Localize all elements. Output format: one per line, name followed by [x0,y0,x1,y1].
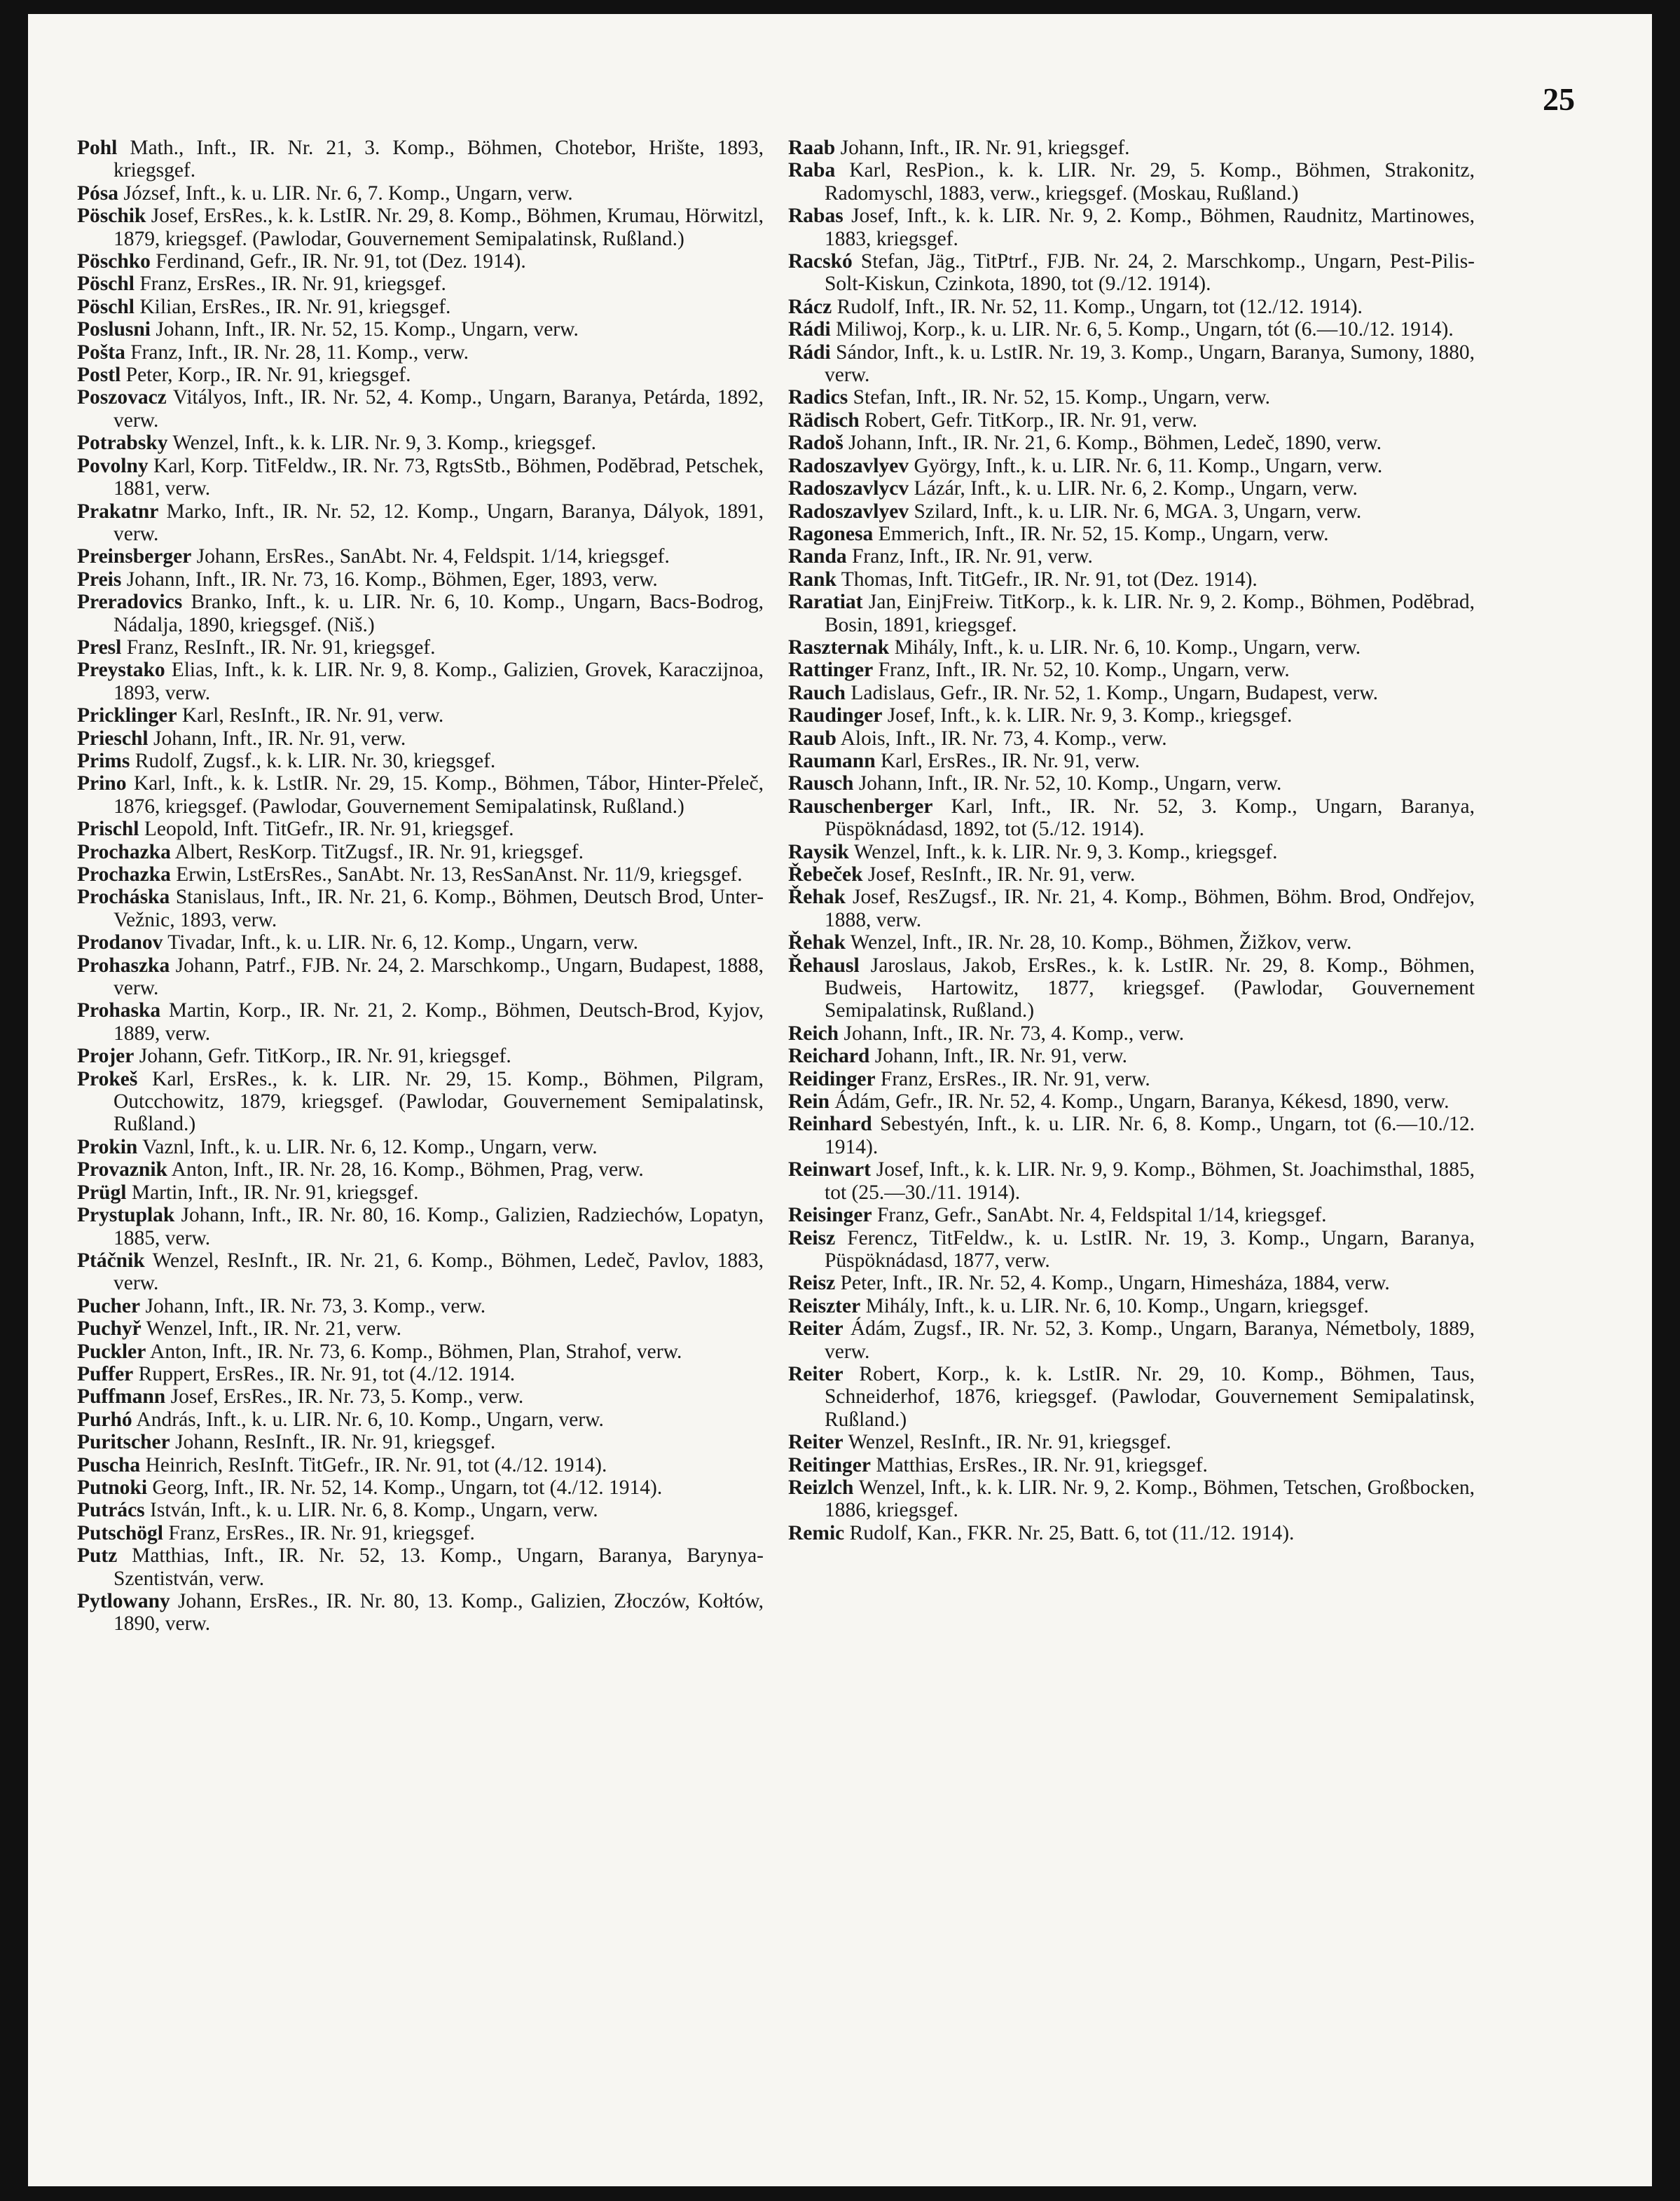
entry-details: Jaroslaus, Jakob, ErsRes., k. k. LstIR. Nr. 29, 8. Komp., Böhmen, Budweis, Hartowitz, 1877, kriegsgef. (Pawlodar, Gouvernement Semipalatinsk, Rußland.) [825,954,1475,1022]
entry-surname: Purhó [77,1408,132,1431]
entry-surname: Prokeš [77,1067,138,1090]
register-entry [788,682,1475,704]
entry-surname: Reisz [788,1226,836,1249]
entry-details: Martin, Korp., IR. Nr. 21, 2. Komp., Böhmen, Deutsch-Brod, Kyjov, 1889, verw. [113,999,764,1045]
entry-details: Vaznl, Inft., k. u. LIR. Nr. 6, 12. Komp., Ungarn, verw. [137,1135,598,1158]
register-entry [788,1158,1475,1204]
entry-surname: Rádi [788,341,831,364]
entry-surname: Reiter [788,1431,844,1454]
register-entry [788,545,1475,568]
entry-surname: Rauschenberger [788,795,933,818]
entry-details: Lázár, Inft., k. u. LIR. Nr. 6, 2. Komp., Ungarn, verw. [909,477,1358,500]
entry-details: Ferencz, TitFeldw., k. u. LstIR. Nr. 19, 3. Komp., Ungarn, Baranya, Püspöknádasd, 1877, verw. [825,1226,1475,1272]
entry-details: Ferdinand, Gefr., IR. Nr. 91, tot (Dez. 1914). [150,250,526,273]
register-entry [77,659,764,704]
entry-surname: Prystuplak [77,1204,175,1227]
entry-details: Johann, Inft., IR. Nr. 73, 16. Komp., Böhmen, Eger, 1893, verw. [121,568,658,591]
register-entry [788,591,1475,636]
register-entry [77,500,764,546]
entry-surname: Puritscher [77,1431,170,1454]
entry-surname: Pohl [77,137,118,159]
entry-details: Branko, Inft., k. u. LIR. Nr. 6, 10. Komp., Ungarn, Bacs-Bodrog, Nádalja, 1890, kriegsgef. (Niš.) [113,591,764,636]
entry-details: Elias, Inft., k. k. LIR. Nr. 9, 8. Komp., Galizien, Grovek, Karaczijnoa, 1893, verw. [113,659,764,704]
entry-details: Johann, Inft., IR. Nr. 52, 15. Komp., Ungarn, verw. [150,318,579,341]
entry-details: Vitályos, Inft., IR. Nr. 52, 4. Komp., Ungarn, Baranya, Petárda, 1892, verw. [113,386,764,432]
entry-details: Johann, ErsRes., SanAbt. Nr. 4, Feldspit. 1/14, kriegsgef. [191,545,670,568]
entry-surname: Prokin [77,1135,138,1158]
entry-surname: Racskó [788,250,853,273]
entry-details: Karl, Inft., IR. Nr. 52, 3. Komp., Ungarn, Baranya, Püspöknádasd, 1892, tot (5./12. 1914). [825,795,1475,841]
entry-details: Wenzel, Inft., IR. Nr. 28, 10. Komp., Böhmen, Žižkov, verw. [845,931,1352,954]
entry-details: Rudolf, Zugsf., k. k. LIR. Nr. 30, kriegsgef. [130,749,496,772]
entry-details: Johann, Inft., IR. Nr. 21, 6. Komp., Böhmen, Ledeč, 1890, verw. [843,432,1382,455]
entry-surname: Pöschl [77,273,135,296]
entry-details: Georg, Inft., IR. Nr. 52, 14. Komp., Ungarn, tot (4./12. 1914). [147,1476,663,1499]
entry-details: Robert, Gefr. TitKorp., IR. Nr. 91, verw. [859,409,1197,432]
register-entry [77,1045,764,1067]
entry-details: Sándor, Inft., k. u. LstIR. Nr. 19, 3. Komp., Ungarn, Baranya, Sumony, 1880, verw. [825,341,1475,387]
entry-surname: Raratiat [788,591,863,614]
register-entry [788,432,1475,454]
register-entry [77,386,764,432]
register-entry [77,1522,764,1544]
entry-surname: Puckler [77,1340,146,1363]
entry-surname: Radoszavlyev [788,500,909,523]
entry-surname: Prims [77,749,130,772]
entry-surname: Putz [77,1544,118,1568]
register-entry [77,137,764,182]
entry-surname: Putschögl [77,1521,163,1544]
register-entry [788,523,1475,545]
register-entry [788,1454,1475,1476]
entry-surname: Řehak [788,931,846,954]
entry-details: Anton, Inft., IR. Nr. 73, 6. Komp., Böhmen, Plan, Strahof, verw. [146,1340,682,1363]
entry-surname: Rädisch [788,409,860,432]
entry-surname: Raub [788,727,836,750]
entry-details: Emmerich, Inft., IR. Nr. 52, 15. Komp., Ungarn, verw. [873,522,1329,545]
entry-details: Marko, Inft., IR. Nr. 52, 12. Komp., Ungarn, Baranya, Dályok, 1891, verw. [113,500,764,545]
register-entry [77,545,764,568]
register-entry [77,1341,764,1363]
register-entry [77,704,764,727]
entry-surname: Reichard [788,1045,870,1068]
entry-details: Martin, Inft., IR. Nr. 91, kriegsgef. [126,1181,419,1204]
entry-surname: Radoszavlyev [788,454,909,477]
entry-surname: Poszovacz [77,386,167,409]
register-entry [788,931,1475,954]
register-entry [77,954,764,1000]
register-entry [77,1544,764,1590]
entry-details: Ladislaus, Gefr., IR. Nr. 52, 1. Komp., Ungarn, Budapest, verw. [845,681,1379,704]
entry-surname: Poslusni [77,318,151,341]
entry-surname: Reisinger [788,1204,872,1227]
entry-surname: Reinwart [788,1158,871,1181]
register-entry [788,1476,1475,1522]
entry-details: Karl, ErsRes., k. k. LIR. Nr. 29, 15. Komp., Böhmen, Pilgram, Outcchowitz, 1879, kriegsgef. (Pawlodar, Gouvernement Semipalatinsk, Rußland.) [113,1067,764,1136]
register-entry [77,1431,764,1453]
entry-details: Johann, Gefr. TitKorp., IR. Nr. 91, kriegsgef. [134,1045,511,1068]
entry-surname: Prohaszka [77,954,170,977]
entry-surname: Projer [77,1045,135,1068]
entry-details: Thomas, Inft. TitGefr., IR. Nr. 91, tot (Dez. 1914). [836,568,1258,591]
register-entry [77,886,764,931]
entry-surname: Rausch [788,772,854,795]
page-number: 25 [1543,81,1575,117]
entry-surname: Presl [77,636,122,659]
entry-surname: Reizlch [788,1476,854,1499]
register-entry [77,1181,764,1204]
entry-surname: Rauch [788,681,846,704]
entry-details: Wenzel, Inft., k. k. LIR. Nr. 9, 2. Komp., Böhmen, Tetschen, Großbocken, 1886, kriegsgef. [825,1476,1475,1522]
entry-surname: Pucher [77,1294,141,1317]
register-entry [788,500,1475,523]
register-entry [788,477,1475,500]
register-entry [788,386,1475,409]
register-entry [788,704,1475,727]
entry-surname: Reiszter [788,1294,861,1317]
entry-details: András, Inft., k. u. LIR. Nr. 6, 10. Komp., Ungarn, verw. [132,1408,604,1431]
register-entry [77,1385,764,1408]
entry-surname: Provaznik [77,1158,167,1181]
entry-details: Ruppert, ErsRes., IR. Nr. 91, tot (4./12. 1914. [133,1362,516,1385]
entry-surname: Pytlowany [77,1590,170,1612]
register-entry [788,1090,1475,1113]
entry-details: Mihály, Inft., k. u. LIR. Nr. 6, 10. Komp., Ungarn, kriegsgef. [860,1294,1369,1317]
entry-details: Johann, ResInft., IR. Nr. 91, kriegsgef. [170,1431,496,1454]
register-entry [77,182,764,205]
entry-surname: Potrabsky [77,432,168,455]
entry-surname: Pöschik [77,205,146,228]
entry-details: Erwin, LstErsRes., SanAbt. Nr. 13, ResSanAnst. Nr. 11/9, kriegsgef. [170,863,743,886]
register-entry [77,1158,764,1181]
entry-details: Matthias, ErsRes., IR. Nr. 91, kriegsgef. [870,1453,1208,1476]
entry-details: Johann, Inft., IR. Nr. 52, 10. Komp., Ungarn, verw. [853,772,1282,795]
entry-surname: Prodanov [77,931,163,954]
register-entry [77,999,764,1045]
entry-surname: Raab [788,137,836,159]
entry-details: Wenzel, Inft., k. k. LIR. Nr. 9, 3. Komp., kriegsgef. [848,840,1278,863]
register-entry [788,1045,1475,1067]
entry-surname: Rabas [788,205,844,228]
entry-surname: Puscha [77,1453,141,1476]
entry-surname: Prochazka [77,840,171,863]
entry-details: Karl, Inft., k. k. LstIR. Nr. 29, 15. Komp., Böhmen, Tábor, Hinter-Přeleč, 1876, kriegsgef. (Pawlodar, Gouvernement Semipalatinsk, Rußland.) [113,772,764,818]
register-entry [77,1454,764,1476]
register-entry [788,1295,1475,1317]
entry-details: Johann, Inft., IR. Nr. 91, verw. [148,727,406,750]
register-entry [788,455,1475,477]
entry-details: Josef, ErsRes., k. k. LstIR. Nr. 29, 8. Komp., Böhmen, Krumau, Hörwitzl, 1879, kriegsgef. (Pawlodar, Gouvernement Semipalatinsk, Rußland.) [113,205,764,250]
register-entry [788,159,1475,205]
entry-details: Stefan, Jäg., TitPtrf., FJB. Nr. 24, 2. Marschkomp., Ungarn, Pest-Pilis-Solt-Kiskun, Czinkota, 1890, tot (9./12. 1914). [825,250,1475,296]
register-entry [77,1499,764,1521]
register-entry [77,1408,764,1431]
entry-details: Ádám, Gefr., IR. Nr. 52, 4. Komp., Ungarn, Baranya, Kékesd, 1890, verw. [829,1090,1450,1113]
entry-details: Peter, Korp., IR. Nr. 91, kriegsgef. [121,364,411,387]
entry-surname: Prügl [77,1181,127,1204]
register-entry [77,931,764,954]
entry-details: Wenzel, ResInft., IR. Nr. 21, 6. Komp., Böhmen, Ledeč, Pavlov, 1883, verw. [113,1249,764,1295]
entry-details: Anton, Inft., IR. Nr. 28, 16. Komp., Böhmen, Prag, verw. [167,1158,644,1181]
entry-details: Johann, Inft., IR. Nr. 73, 3. Komp., verw. [140,1294,486,1317]
entry-surname: Rein [788,1090,829,1113]
entry-details: Franz, Inft., IR. Nr. 28, 11. Komp., verw. [125,341,469,364]
register-entry [77,818,764,840]
entry-surname: Reisz [788,1272,836,1295]
entry-surname: Ptáčnik [77,1249,145,1272]
entry-details: Johann, Inft., IR. Nr. 73, 4. Komp., verw. [839,1022,1185,1045]
entry-surname: Ragonesa [788,522,874,545]
register-entry [77,1136,764,1158]
entry-surname: Raudinger [788,704,883,727]
entry-details: Josef, ResZugsf., IR. Nr. 21, 4. Komp., Böhmen, Böhm. Brod, Ondřejov, 1888, verw. [825,886,1475,931]
entry-surname: Preinsberger [77,545,192,568]
entry-details: Stanislaus, Inft., IR. Nr. 21, 6. Komp., Böhmen, Deutsch Brod, Unter-Vežnic, 1893, verw. [113,886,764,931]
register-entry [77,250,764,273]
left-column [77,137,764,1636]
register-entry [77,841,764,863]
register-entry [788,1522,1475,1544]
entry-details: József, Inft., k. u. LIR. Nr. 6, 7. Komp., Ungarn, verw. [118,181,573,205]
entry-details: Franz, Inft., IR. Nr. 91, verw. [846,545,1093,568]
register-entry [788,1227,1475,1273]
entry-details: Jan, EinjFreiw. TitKorp., k. k. LIR. Nr. 9, 2. Komp., Böhmen, Podĕbrad, Bosin, 1891, kriegsgef. [825,591,1475,636]
entry-details: Alois, Inft., IR. Nr. 73, 4. Komp., verw. [836,727,1167,750]
entry-details: Karl, Korp. TitFeldw., IR. Nr. 73, RgtsStb., Böhmen, Podĕbrad, Petschek, 1881, verw. [113,454,764,500]
entry-details: Miliwoj, Korp., k. u. LIR. Nr. 6, 5. Komp., Ungarn, tót (6.—10./12. 1914). [830,318,1454,341]
entry-details: Albert, ResKorp. TitZugsf., IR. Nr. 91, kriegsgef. [170,840,584,863]
entry-details: Mihály, Inft., k. u. LIR. Nr. 6, 10. Komp., Ungarn, verw. [889,636,1361,659]
register-entry [77,273,764,295]
entry-surname: Radics [788,386,848,409]
register-entry [77,591,764,636]
entry-surname: Řehak [788,886,846,909]
register-entry [77,772,764,818]
register-entry [77,1476,764,1499]
entry-details: Johann, Inft., IR. Nr. 91, verw. [869,1045,1127,1068]
register-entry [788,568,1475,591]
entry-surname: Reich [788,1022,839,1045]
register-entry [788,750,1475,772]
entry-surname: Reiter [788,1317,844,1341]
entry-surname: Prischl [77,818,139,841]
register-entry [77,1249,764,1295]
entry-details: Sebestyén, Inft., k. u. LIR. Nr. 6, 8. Komp., Ungarn, tot (6.—10./12. 1914). [825,1113,1475,1158]
register-entry [788,886,1475,931]
register-entry [788,250,1475,296]
register-entry [77,1204,764,1249]
register-entry [788,841,1475,863]
entry-surname: Pósa [77,181,118,205]
entry-surname: Reiter [788,1362,844,1385]
register-entry [77,1590,764,1636]
register-entry [788,1204,1475,1226]
entry-surname: Povolny [77,454,149,477]
entry-details: Robert, Korp., k. k. LstIR. Nr. 29, 10. Komp., Böhmen, Taus, Schneiderhof, 1876, kriegsgef. (Pawlodar, Gouvernement Semipalatinsk, Rußland.) [825,1362,1475,1431]
register-entry [788,296,1475,318]
entry-details: Kilian, ErsRes., IR. Nr. 91, kriegsgef. [134,295,451,318]
entry-surname: Rácz [788,295,832,318]
entry-surname: Puffer [77,1362,134,1385]
register-entry [788,318,1475,341]
register-entry [77,341,764,364]
register-entry [77,455,764,500]
entry-details: Johann, Inft., IR. Nr. 91, kriegsgef. [835,137,1130,159]
register-entry [77,364,764,386]
entry-details: Franz, ResInft., IR. Nr. 91, kriegsgef. [121,636,436,659]
entry-details: Rudolf, Kan., FKR. Nr. 25, Batt. 6, tot (11./12. 1914). [844,1521,1295,1544]
entry-details: Stefan, Inft., IR. Nr. 52, 15. Komp., Ungarn, verw. [848,386,1270,409]
entry-details: Josef, ResInft., IR. Nr. 91, verw. [862,863,1136,886]
entry-surname: Raba [788,159,836,182]
entry-surname: Rattinger [788,659,874,682]
entry-details: Szilard, Inft., k. u. LIR. Nr. 6, MGA. 3, Ungarn, verw. [909,500,1362,523]
entry-surname: Raumann [788,749,876,772]
entry-surname: Řebeček [788,863,863,886]
entry-surname: Puchyř [77,1317,142,1341]
entry-details: Wenzel, ResInft., IR. Nr. 91, kriegsgef. [843,1431,1171,1454]
entry-surname: Randa [788,545,847,568]
register-entry [77,750,764,772]
entry-surname: Pöschl [77,295,135,318]
entry-details: Heinrich, ResInft. TitGefr., IR. Nr. 91, tot (4./12. 1914). [140,1453,607,1476]
entry-details: Peter, Inft., IR. Nr. 52, 4. Komp., Ungarn, Himesháza, 1884, verw. [835,1272,1390,1295]
entry-surname: Preradovics [77,591,183,614]
entry-surname: Postl [77,364,121,387]
entry-surname: Rank [788,568,836,591]
entry-details: Franz, ErsRes., IR. Nr. 91, verw. [875,1067,1150,1090]
register-entry [788,1363,1475,1431]
register-entry [77,727,764,750]
entry-surname: Reidinger [788,1067,876,1090]
register-entry [788,1068,1475,1090]
register-entry [788,1113,1475,1158]
entry-surname: Prochazka [77,863,171,886]
entry-details: Tivadar, Inft., k. u. LIR. Nr. 6, 12. Komp., Ungarn, verw. [163,931,639,954]
entry-surname: Remic [788,1521,845,1544]
register-entry [788,727,1475,750]
entry-surname: Preystako [77,659,165,682]
register-entry [788,1022,1475,1045]
entry-surname: Prakatnr [77,500,159,523]
entry-details: Johann, ErsRes., IR. Nr. 80, 13. Komp., Galizien, Złoczów, Kołtów, 1890, verw. [113,1590,764,1636]
entry-details: Leopold, Inft. TitGefr., IR. Nr. 91, kriegsgef. [139,818,514,841]
entry-details: Josef, Inft., k. k. LIR. Nr. 9, 9. Komp., Böhmen, St. Joachimsthal, 1885, tot (25.—30./11. 1914). [825,1158,1475,1204]
entry-surname: Puffmann [77,1385,166,1408]
register-entry [788,659,1475,681]
entry-details: Johann, Inft., IR. Nr. 80, 16. Komp., Galizien, Radziechów, Lopatyn, 1885, verw. [113,1204,764,1249]
entry-details: Josef, Inft., k. k. LIR. Nr. 9, 3. Komp., kriegsgef. [882,704,1293,727]
entry-surname: Prohaska [77,999,161,1022]
document-page [28,14,1652,2186]
register-entry [788,1431,1475,1453]
entry-details: Matthias, Inft., IR. Nr. 52, 13. Komp., Ungarn, Baranya, Barynya-Szentistván, verw. [113,1544,764,1590]
entry-details: Franz, ErsRes., IR. Nr. 91, kriegsgef. [163,1521,475,1544]
entry-surname: Raszternak [788,636,890,659]
register-entry [788,341,1475,387]
entry-details: Josef, ErsRes., IR. Nr. 73, 5. Komp., verw. [165,1385,524,1408]
entry-surname: Procháska [77,886,170,909]
register-entry [77,1295,764,1317]
entry-details: Franz, Gefr., SanAbt. Nr. 4, Feldspital 1/14, kriegsgef. [872,1204,1327,1227]
register-entry [788,863,1475,886]
register-entry [77,1068,764,1136]
entry-surname: Reitinger [788,1453,871,1476]
entry-details: Franz, ErsRes., IR. Nr. 91, kriegsgef. [134,273,446,296]
register-entry [788,636,1475,659]
entry-surname: Rádi [788,318,831,341]
entry-details: Franz, Inft., IR. Nr. 52, 10. Komp., Ungarn, verw. [873,659,1290,682]
entry-details: Karl, ResPion., k. k. LIR. Nr. 29, 5. Komp., Böhmen, Strakonitz, Radomyschl, 1883, verw., kriegsgef. (Moskau, Rußland.) [825,159,1475,205]
register-entry [77,432,764,454]
entry-surname: Putrács [77,1499,145,1522]
entry-surname: Prino [77,772,127,795]
register-entry [77,1363,764,1385]
entry-surname: Pricklinger [77,704,177,727]
register-entry [788,1272,1475,1294]
register-entry [77,636,764,659]
right-column [788,137,1475,1544]
entry-details: Karl, ResInft., IR. Nr. 91, verw. [177,704,444,727]
register-entry [788,1317,1475,1363]
register-entry [788,137,1475,159]
entry-surname: Reinhard [788,1113,872,1136]
register-entry [788,409,1475,432]
register-entry [77,318,764,341]
entry-details: István, Inft., k. u. LIR. Nr. 6, 8. Komp., Ungarn, verw. [144,1499,598,1522]
entry-surname: Prieschl [77,727,149,750]
entry-details: Ádám, Zugsf., IR. Nr. 52, 3. Komp., Ungarn, Baranya, Németboly, 1889, verw. [825,1317,1475,1363]
register-entry [788,795,1475,841]
entry-surname: Putnoki [77,1476,148,1499]
entry-surname: Radoszavlycv [788,477,909,500]
register-entry [788,954,1475,1022]
entry-surname: Raysik [788,840,849,863]
register-entry [788,772,1475,795]
entry-surname: Řehausl [788,954,860,977]
entry-details: Josef, Inft., k. k. LIR. Nr. 9, 2. Komp., Böhmen, Raudnitz, Martinowes, 1883, kriegsgef. [825,205,1475,250]
entry-details: Johann, Patrf., FJB. Nr. 24, 2. Marschkomp., Ungarn, Budapest, 1888, verw. [113,954,764,1000]
entry-details: Wenzel, Inft., IR. Nr. 21, verw. [141,1317,401,1341]
entry-surname: Radoš [788,432,844,455]
entry-surname: Preis [77,568,122,591]
entry-surname: Pošta [77,341,125,364]
register-entry [77,568,764,591]
entry-details: Karl, ErsRes., IR. Nr. 91, verw. [875,749,1141,772]
register-entry [77,296,764,318]
register-entry [788,205,1475,250]
entry-details: György, Inft., k. u. LIR. Nr. 6, 11. Komp., Ungarn, verw. [909,454,1383,477]
register-entry [77,1317,764,1340]
entry-details: Wenzel, Inft., k. k. LIR. Nr. 9, 3. Komp., kriegsgef. [167,432,597,455]
entry-details: Rudolf, Inft., IR. Nr. 52, 11. Komp., Ungarn, tot (12./12. 1914). [832,295,1363,318]
entry-details: Math., Inft., IR. Nr. 21, 3. Komp., Böhmen, Chotebor, Hrište, 1893, kriegsgef. [113,137,764,182]
register-entry [77,863,764,886]
entry-surname: Pöschko [77,250,151,273]
register-entry [77,205,764,250]
